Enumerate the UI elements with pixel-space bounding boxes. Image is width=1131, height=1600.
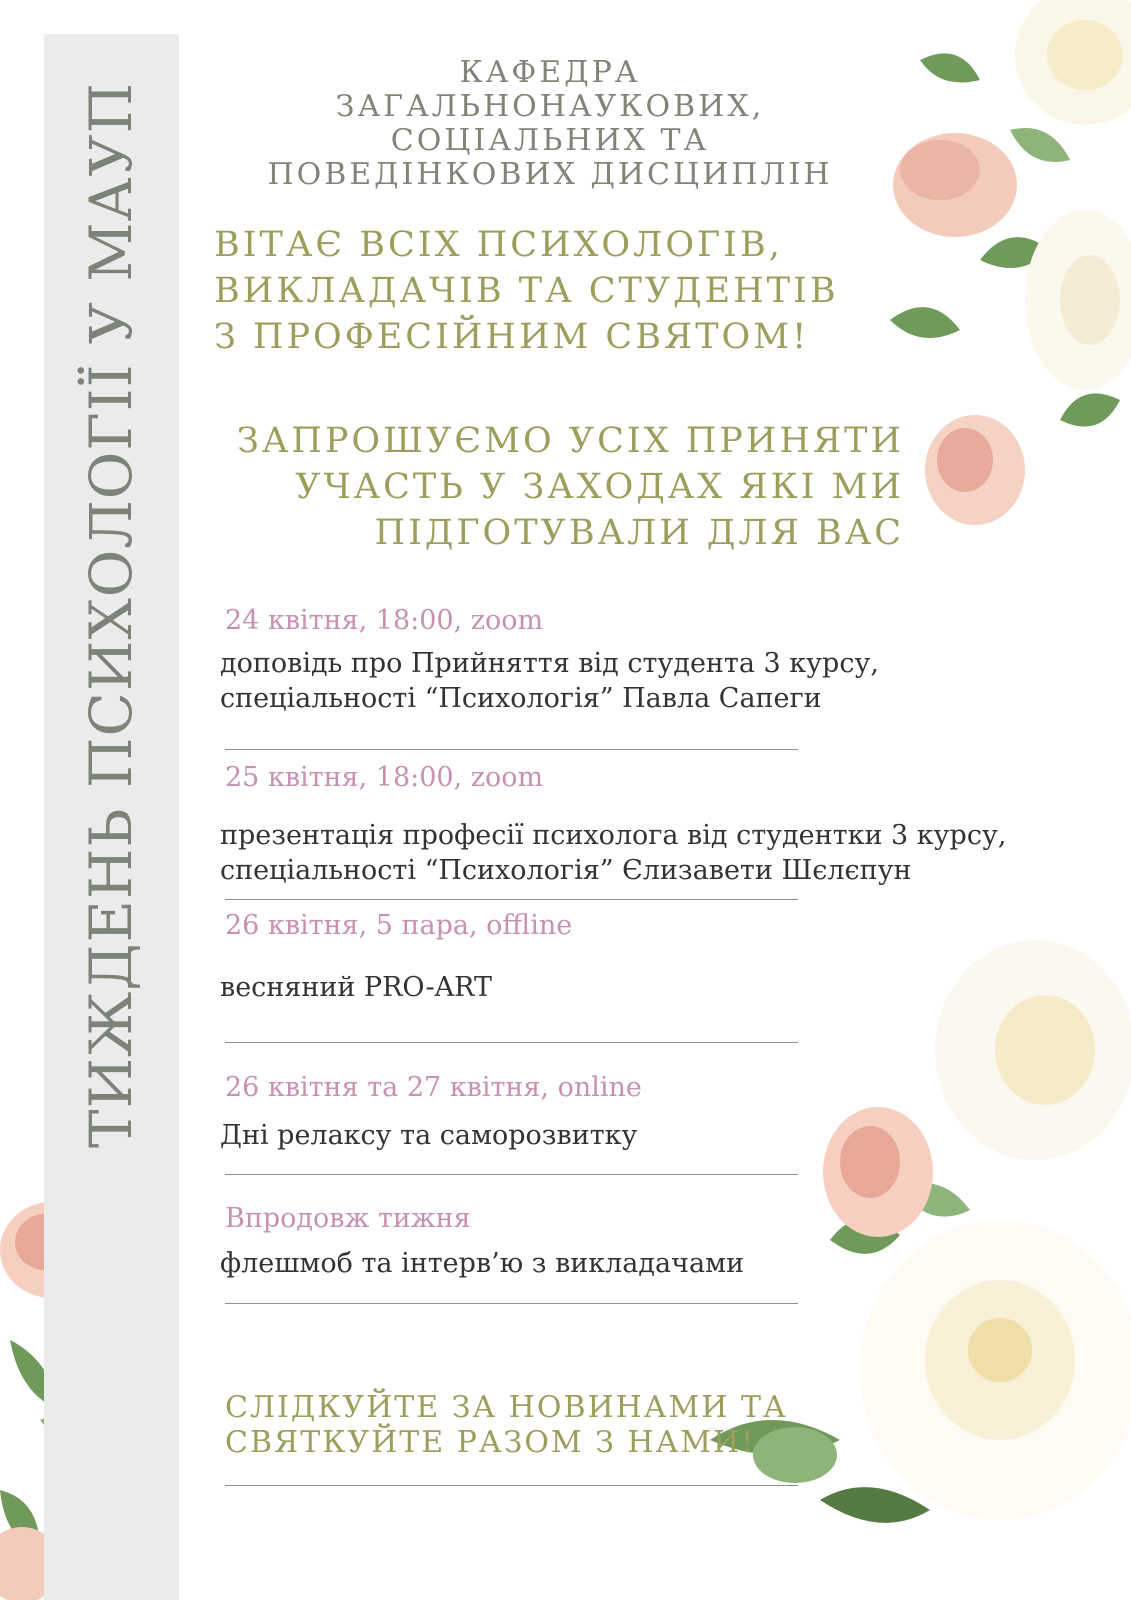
event-date: 24 квітня, 18:00, zoom: [225, 605, 544, 636]
greeting-text: [214, 222, 854, 360]
event-description: Дні релаксу та саморозвитку: [220, 1120, 638, 1151]
divider: [225, 899, 798, 900]
vertical-title: ТИЖДЕНЬ ПСИХОЛОГІЇ У МАУП: [77, 81, 145, 1149]
event-date: 26 квітня та 27 квітня, online: [225, 1072, 642, 1103]
event-description: доповідь про Прийняття від студента 3 курсу, спеціальності “Психологія” Павла Сапеги: [220, 648, 879, 714]
divider: [225, 1174, 798, 1175]
event-description: флешмоб та інтерв’ю з викладачами: [220, 1248, 745, 1279]
greeting-line: ВИКЛАДАЧІВ ТА СТУДЕНТІВ: [214, 271, 839, 311]
invitation-line: ЗАПРОШУЄМО УСІХ ПРИНЯТИ: [237, 421, 904, 461]
divider: [225, 1485, 798, 1486]
event-description: весняний PRO-ART: [220, 972, 493, 1003]
invitation-text: [232, 418, 904, 556]
divider: [225, 1042, 798, 1043]
event-date: 26 квітня, 5 пара, offline: [225, 910, 573, 941]
event-description: презентація професії психолога від студентки 3 курсу, спеціальності “Психологія” Єлизавети Шєлєпун: [220, 820, 1007, 886]
event-date: Впродовж тижня: [225, 1203, 471, 1234]
follow-us-text: СЛІДКУЙТЕ ЗА НОВИНАМИ ТА СВЯТКУЙТЕ РАЗОМ З НАМИ!: [225, 1390, 788, 1460]
rose-bouquet-bottom-right: [700, 940, 1131, 1600]
invitation-line: УЧАСТЬ У ЗАХОДАХ ЯКІ МИ: [295, 467, 904, 507]
department-heading: КАФЕДРА ЗАГАЛЬНОНАУКОВИХ, СОЦІАЛЬНИХ ТА ПОВЕДІНКОВИХ ДИСЦИПЛІН: [267, 55, 833, 192]
invitation-line: ПІДГОТУВАЛИ ДЛЯ ВАС: [374, 513, 904, 553]
divider: [225, 749, 798, 750]
greeting-line: З ПРОФЕСІЙНИМ СВЯТОМ!: [214, 317, 810, 357]
event-date: 25 квітня, 18:00, zoom: [225, 762, 544, 793]
greeting-line: ВІТАЄ ВСІХ ПСИХОЛОГІВ,: [214, 225, 783, 265]
divider: [225, 1303, 798, 1304]
